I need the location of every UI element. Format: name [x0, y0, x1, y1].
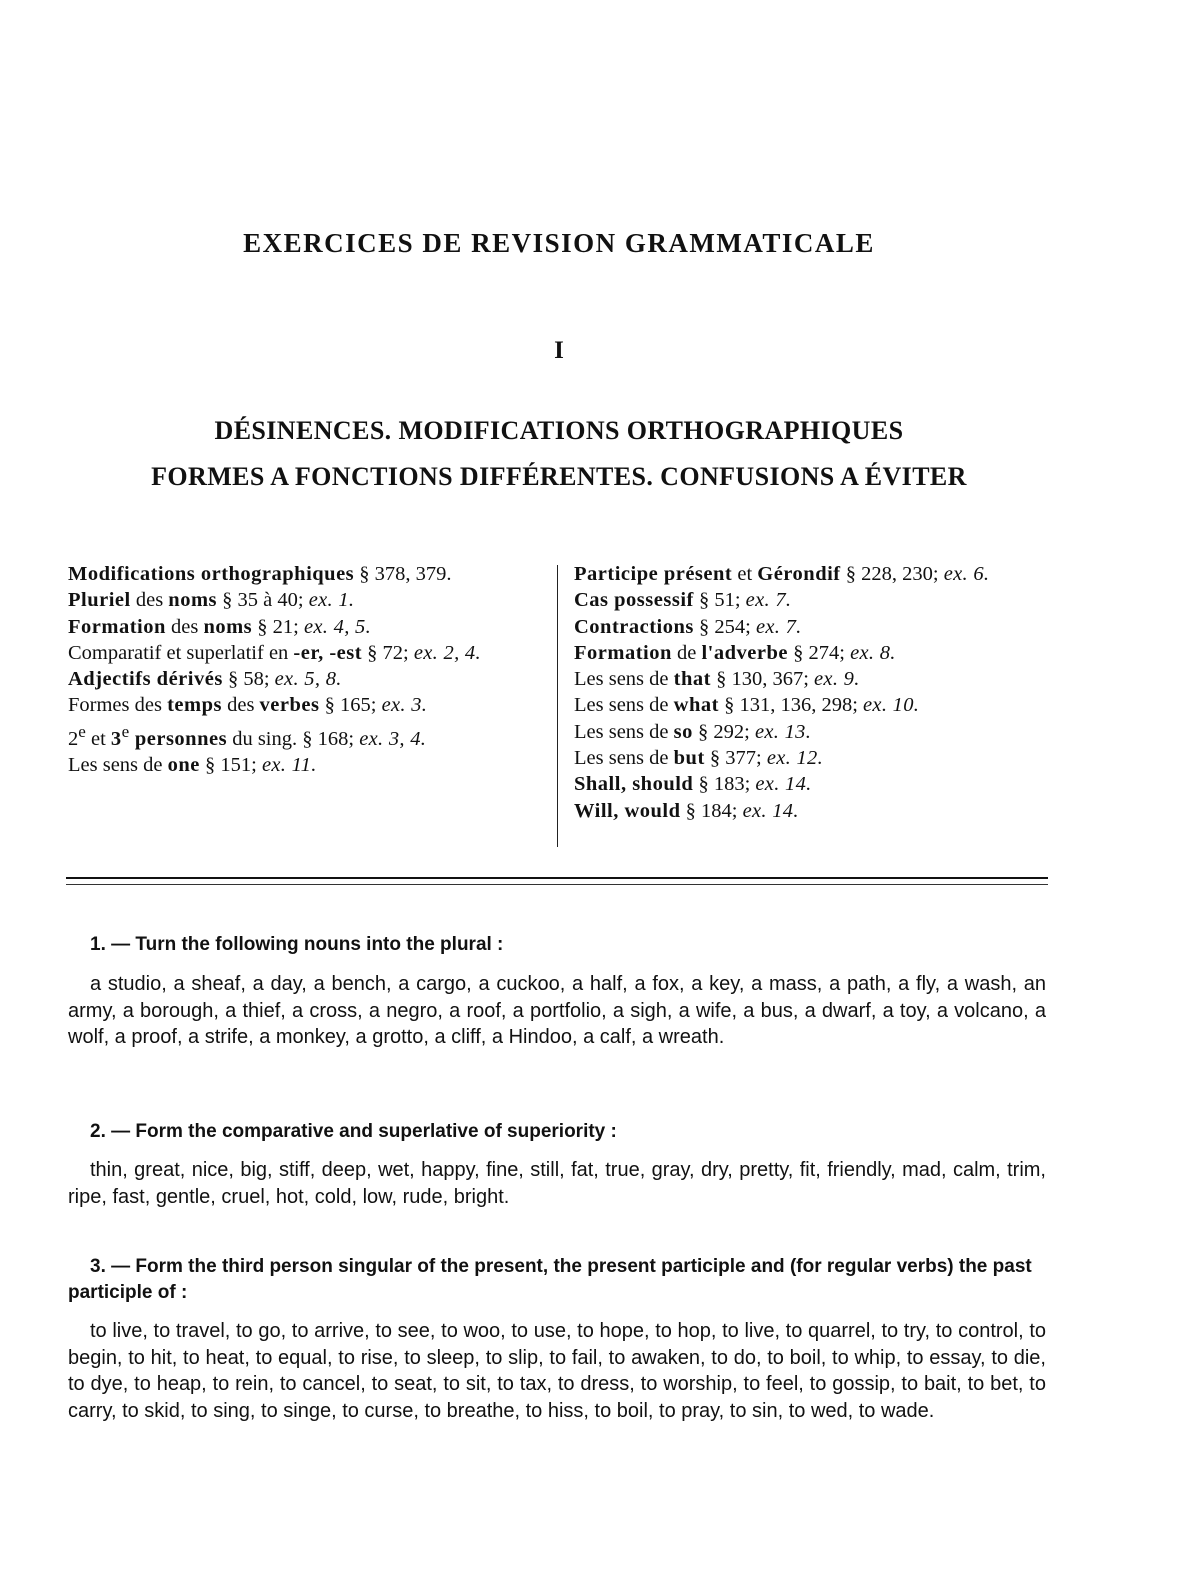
index-column-left [68, 561, 544, 778]
exercise-heading: 2. — Form the comparative and superlative of superiority : [90, 1121, 617, 1142]
column-divider [557, 565, 558, 847]
index-entry: Formation des noms § 21; ex. 4, 5. [68, 615, 372, 638]
exercise-1 [68, 932, 1046, 1051]
exercise-body: a studio, a sheaf, a day, a bench, a cargo, a cuckoo, a half, a fox, a key, a mass, a path, a fly, a wash, an army, a borough, a thief, a cross, a negro, a roof, a portfolio, a sigh, a wife, a bus, a dwarf, a toy, a volcano, a wolf, a proof, a strife, a monkey, a grotto, a cliff, a Hindoo, a calf, a wreath. [68, 973, 1046, 1048]
index-entry: Formes des temps des verbes § 165; ex. 3. [68, 694, 428, 717]
index-entry: Les sens de so § 292; ex. 13. [574, 720, 812, 743]
index-entry: Adjectifs dérivés § 58; ex. 5, 8. [68, 668, 342, 691]
index-entry: 2e et 3e personnes du sing. § 168; ex. 3, 4. [68, 721, 427, 750]
subtitle-line-2: FORMES A FONCTIONS DIFFÉRENTES. CONFUSIONS A ÉVITER [151, 462, 967, 491]
rule-thin [66, 884, 1048, 885]
index-entry: Will, would § 184; ex. 14. [574, 799, 799, 822]
page-title: EXERCICES DE REVISION GRAMMATICALE [243, 228, 875, 258]
section-number: I [554, 337, 564, 364]
exercise-heading: 1. — Turn the following nouns into the plural : [90, 934, 504, 955]
index-entry: Contractions § 254; ex. 7. [574, 615, 802, 638]
index-entry: Pluriel des noms § 35 à 40; ex. 1. [68, 589, 355, 612]
index-entry: Participe présent et Gérondif § 228, 230; ex. 6. [574, 563, 990, 585]
rule-thick [66, 877, 1048, 879]
grammar-index [68, 561, 1048, 851]
index-entry: Les sens de one § 151; ex. 11. [68, 753, 317, 776]
index-column-right [574, 561, 1050, 824]
index-entry: Les sens de that § 130, 367; ex. 9. [574, 668, 860, 691]
exercise-3 [68, 1254, 1046, 1424]
index-entry: Les sens de but § 377; ex. 12. [574, 747, 824, 770]
index-entry: Cas possessif § 51; ex. 7. [574, 589, 792, 612]
index-entry: Modifications orthographiques § 378, 379. [68, 563, 452, 585]
exercise-heading: 3. — Form the third person singular of the present, the present participle and (for regular verbs) the past participle of : [68, 1256, 1032, 1303]
index-entry: Shall, should § 183; ex. 14. [574, 773, 812, 796]
subtitle-line-1: DÉSINENCES. MODIFICATIONS ORTHOGRAPHIQUES [214, 416, 904, 445]
index-entry: Les sens de what § 131, 136, 298; ex. 10. [574, 694, 920, 717]
exercise-2 [68, 1119, 1046, 1210]
exercise-body: to live, to travel, to go, to arrive, to see, to woo, to use, to hope, to hop, to live, to quarrel, to try, to control, to begin, to hit, to heat, to equal, to rise, to sleep, to slip, to fail, to awaken, to do, to boil, to whip, to essay, to die, to dye, to heap, to rein, to cancel, to seat, to sit, to tax, to dress, to worship, to feel, to gossip, to bait, to bet, to carry, to skid, to sing, to singe, to curse, to breathe, to hiss, to boil, to pray, to sin, to wed, to wade. [68, 1320, 1046, 1422]
index-entry: Comparatif et superlatif en -er, -est § 72; ex. 2, 4. [68, 641, 481, 664]
double-rule-divider [66, 877, 1048, 886]
index-entry: Formation de l'adverbe § 274; ex. 8. [574, 641, 896, 664]
exercise-body: thin, great, nice, big, stiff, deep, wet, happy, fine, still, fat, true, gray, dry, pretty, fit, friendly, mad, calm, trim, ripe, fast, gentle, cruel, hot, cold, low, rude, bright. [68, 1159, 1046, 1208]
